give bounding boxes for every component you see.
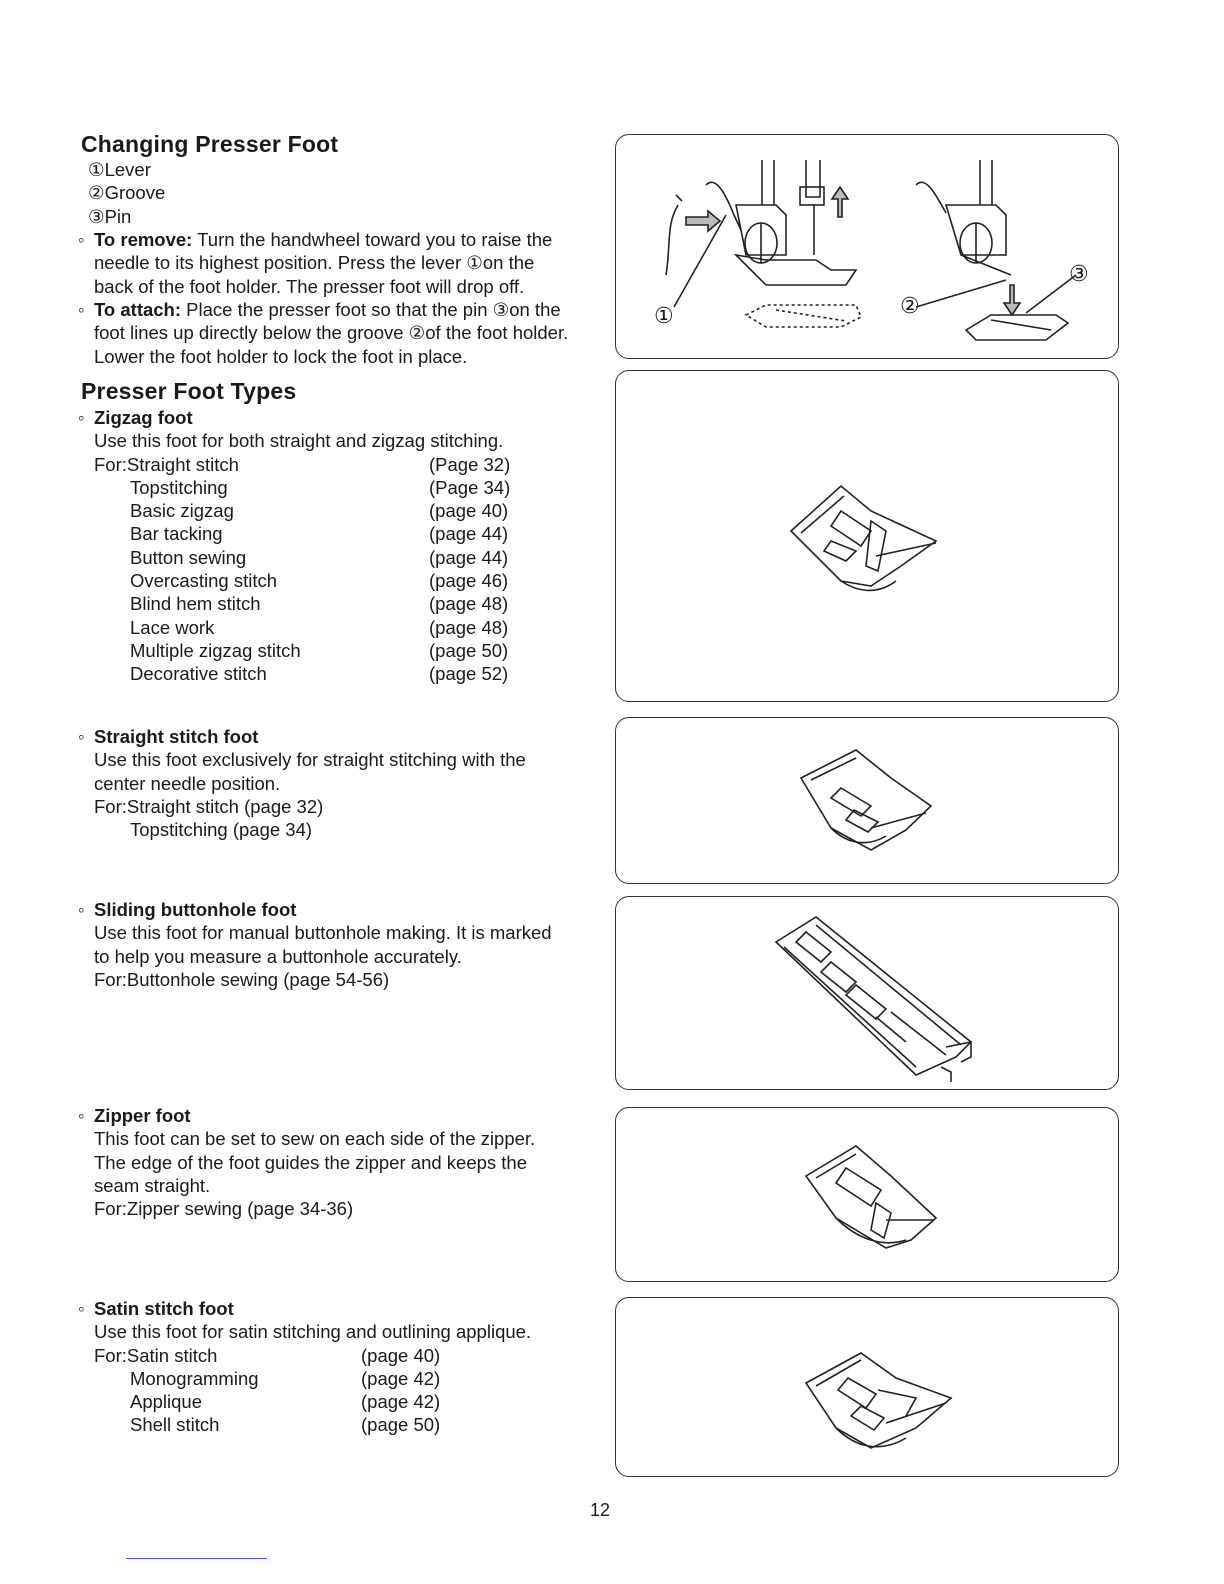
remove-line: needle to its highest position. Press the lever ①on the: [94, 252, 535, 274]
use-row: [94, 499, 509, 522]
use-label: Basic zigzag: [130, 500, 234, 522]
zipper-foot-desc: The edge of the foot guides the zipper and keeps the: [94, 1151, 528, 1173]
straight-foot-desc: center needle position.: [94, 772, 281, 794]
use-page: (page 40): [429, 500, 509, 522]
use-page: (page 52): [429, 663, 509, 685]
use-page: (page 44): [429, 523, 509, 545]
legend-pin: ③Pin: [88, 205, 132, 227]
attach-instructions: ◦ To attach: Place the presser foot so that the pin ③on the foot lines up directly below the groove ②of the foot holder. Lower the foot holder to lock the foot in place.: [78, 299, 569, 367]
zipper-foot-section: ◦ Zipper foot This foot can be set to sew on each side of the zipper. The edge of the foot guides the zipper and keeps the seam straight. For:Zipper sewing (page 34-36): [78, 1105, 536, 1220]
use-page: (page 46): [429, 570, 509, 592]
use-page: (page 42): [361, 1391, 441, 1413]
satin-foot-illustration: [615, 1297, 1119, 1477]
straight-foot-section: ◦ Straight stitch foot Use this foot exclusively for straight stitching with the center needle position. For:Straight stitch (page 32) Topstitching (page 34): [78, 726, 526, 841]
zipper-use: For:Zipper sewing (page 34-36): [94, 1198, 354, 1220]
use-label: For:Straight stitch: [94, 453, 239, 475]
use-label: Bar tacking: [130, 523, 223, 545]
zipper-foot-desc: This foot can be set to sew on each side of the zipper.: [94, 1128, 536, 1150]
use-page: (page 50): [361, 1414, 441, 1436]
footer-rule: [126, 1558, 267, 1559]
use-page: (page 48): [429, 593, 509, 615]
buttonhole-foot-desc: to help you measure a buttonhole accurately.: [94, 945, 462, 967]
zigzag-foot-name: Zigzag foot: [94, 407, 193, 428]
straight-use: Topstitching (page 34): [130, 819, 313, 841]
use-row: [94, 662, 509, 685]
buttonhole-foot-illustration: [615, 896, 1119, 1090]
zigzag-foot-drawing: [616, 371, 1120, 703]
straight-use: For:Straight stitch (page 32): [94, 795, 324, 817]
use-row: [94, 453, 511, 476]
use-label: Applique: [130, 1391, 203, 1413]
use-row: [94, 1390, 531, 1413]
zipper-foot-name: Zipper foot: [94, 1105, 191, 1126]
satin-foot-name: Satin stitch foot: [94, 1298, 234, 1319]
callout-2: ②: [900, 293, 920, 318]
use-row: [94, 1367, 531, 1390]
use-row: [94, 569, 509, 592]
zigzag-foot-desc: Use this foot for both straight and zigzag stitching.: [94, 430, 504, 452]
section-title-changing: Changing Presser Foot: [81, 131, 339, 157]
buttonhole-use: For:Buttonhole sewing (page 54-56): [94, 968, 390, 990]
page-number: 12: [590, 1500, 611, 1520]
zigzag-foot-section: ◦ Zigzag foot Use this foot for both straight and zigzag stitching. For:Straight stitch (Page 32) Topstitching (Page 34) Basic zigzag (page 40) Bar tacking (page 44) Button sewing (page 44) Overcasting stitch (page 46) Blind hem stitch (page 48) Lace work (page 48) Multiple zigzag stitch (page 50) Decorative stitch (page 52): [78, 407, 511, 685]
use-page: (Page 34): [429, 476, 511, 498]
changing-foot-drawing: [616, 135, 1120, 360]
use-row: [94, 616, 509, 639]
attach-line: foot lines up directly below the groove ②of the foot holder.: [94, 322, 569, 344]
use-row: [94, 592, 509, 615]
use-label: Lace work: [130, 616, 215, 638]
use-row: [94, 1413, 531, 1436]
buttonhole-foot-drawing: [616, 897, 1120, 1091]
use-label: Blind hem stitch: [130, 593, 261, 615]
use-label: Multiple zigzag stitch: [130, 639, 301, 661]
section-title-types: Presser Foot Types: [81, 378, 297, 404]
satin-foot-section: ◦ Satin stitch foot Use this foot for satin stitching and outlining applique. For:Satin stitch (page 40) Monogramming (page 42) Applique (page 42) Shell stitch (page 50): [78, 1298, 532, 1436]
straight-foot-desc: Use this foot exclusively for straight stitching with the: [94, 749, 526, 771]
use-label: Topstitching: [130, 476, 228, 498]
use-label: Button sewing: [130, 546, 247, 568]
callout-1: ①: [654, 303, 674, 328]
use-row: [94, 639, 509, 662]
use-row: [94, 546, 509, 569]
use-row: [94, 476, 511, 499]
straight-foot-illustration: [615, 717, 1119, 884]
satin-foot-drawing: [616, 1298, 1120, 1478]
straight-foot-drawing: [616, 718, 1120, 885]
remove-label: To remove:: [94, 229, 193, 250]
use-page: (Page 32): [429, 453, 511, 475]
use-page: (page 40): [361, 1344, 441, 1366]
satin-foot-desc: Use this foot for satin stitching and outlining applique.: [94, 1321, 532, 1343]
attach-line: Place the presser foot so that the pin ③on the: [181, 299, 561, 320]
use-label: Overcasting stitch: [130, 570, 278, 592]
buttonhole-foot-name: Sliding buttonhole foot: [94, 899, 297, 920]
callout-3: ③: [1069, 261, 1089, 286]
use-row: [94, 1344, 531, 1367]
parts-legend: [88, 158, 165, 228]
use-label: Shell stitch: [130, 1414, 220, 1436]
changing-foot-illustration: [615, 134, 1119, 359]
use-page: (page 44): [429, 546, 509, 568]
buttonhole-foot-desc: Use this foot for manual buttonhole making. It is marked: [94, 922, 552, 944]
legend-groove: ②Groove: [88, 182, 166, 204]
remove-instructions: ◦ To remove: Turn the handwheel toward you to raise the needle to its highest position. Press the lever ①on the back of the foot holder. The presser foot will drop off.: [78, 229, 553, 297]
use-label: Decorative stitch: [130, 663, 267, 685]
attach-label: To attach:: [94, 299, 182, 320]
remove-line: back of the foot holder. The presser foot will drop off.: [94, 275, 525, 297]
use-label: Monogramming: [130, 1367, 259, 1389]
zipper-foot-drawing: [616, 1108, 1120, 1283]
use-page: (page 48): [429, 616, 509, 638]
use-label: For:Satin stitch: [94, 1344, 218, 1366]
straight-foot-name: Straight stitch foot: [94, 726, 259, 747]
use-page: (page 42): [361, 1367, 441, 1389]
zipper-foot-illustration: [615, 1107, 1119, 1282]
zigzag-uses-list: [78, 453, 511, 686]
use-page: (page 50): [429, 639, 509, 661]
remove-line: Turn the handwheel toward you to raise the: [192, 229, 553, 250]
zipper-foot-desc: seam straight.: [94, 1174, 211, 1196]
use-row: [94, 522, 509, 545]
satin-uses-list: [78, 1344, 531, 1437]
buttonhole-foot-section: ◦ Sliding buttonhole foot Use this foot for manual buttonhole making. It is marked to help you measure a buttonhole accurately. For:Buttonhole sewing (page 54-56): [78, 899, 552, 990]
attach-line: Lower the foot holder to lock the foot in place.: [94, 345, 468, 367]
legend-lever: ①Lever: [88, 159, 151, 180]
zigzag-foot-illustration: [615, 370, 1119, 702]
